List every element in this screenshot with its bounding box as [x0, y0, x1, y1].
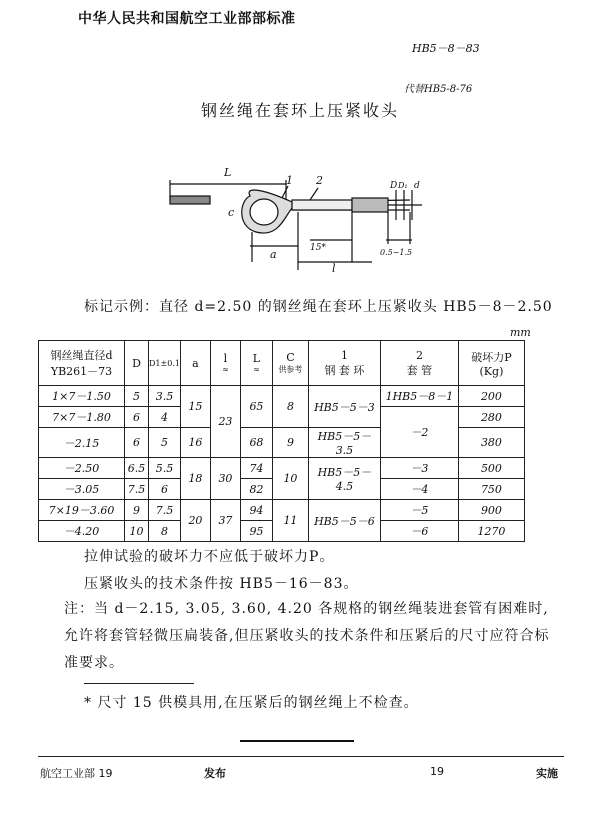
cell-l: 30: [210, 458, 240, 500]
cell-D: 6: [125, 428, 149, 458]
cell-D: 6.5: [125, 458, 149, 479]
cell-D: 6: [125, 407, 149, 428]
cell-L: 82: [240, 479, 272, 500]
document-title: 钢丝绳在套环上压紧收头: [200, 101, 399, 120]
end-rule: [240, 740, 354, 742]
spec-table: [38, 340, 525, 542]
dim-D-label: D: [390, 181, 398, 191]
note-paragraph: [64, 596, 554, 677]
replaces-code: 代替HB5-8-76: [404, 84, 473, 95]
col-header-l: l ≈: [210, 341, 240, 386]
cell-L: 94: [240, 500, 272, 521]
cell-D1: 4: [149, 407, 181, 428]
cell-a: 16: [180, 428, 210, 458]
cell-D1: 6: [149, 479, 181, 500]
cell-d: 1×7－1.50: [39, 386, 125, 407]
cell-a: 15: [180, 386, 210, 428]
footer-published: 发布: [204, 767, 226, 780]
unit-label: mm: [510, 326, 531, 339]
cell-P: 280: [458, 407, 524, 428]
cell-thimble: HB5－5－3.5: [308, 428, 380, 458]
note-label: 注：: [64, 601, 94, 617]
cell-L: 68: [240, 428, 272, 458]
dim-l-label: l: [332, 262, 336, 275]
cell-P: 1270: [458, 521, 524, 542]
cell-D: 10: [125, 521, 149, 542]
cell-D1: 5: [149, 428, 181, 458]
tensile-requirement: 拉伸试验的破坏力不应低于破坏力P。: [84, 549, 335, 565]
requirements-text: [84, 544, 358, 598]
cell-L: 65: [240, 386, 272, 428]
cell-D1: 7.5: [149, 500, 181, 521]
cell-d: －4.20: [39, 521, 125, 542]
cell-C: 11: [272, 500, 308, 542]
cell-d: 7×7－1.80: [39, 407, 125, 428]
footer-page-number: 19: [430, 765, 444, 778]
col-header-D1: D1±0.1: [149, 341, 181, 386]
col-header-thimble: 1 钢 套 环: [308, 341, 380, 386]
cell-d: －2.50: [39, 458, 125, 479]
cell-P: 750: [458, 479, 524, 500]
table-header-row: [39, 341, 525, 386]
table-row: [39, 386, 525, 407]
cell-C: 10: [272, 458, 308, 500]
cell-D1: 8: [149, 521, 181, 542]
cell-sleeve: －6: [380, 521, 458, 542]
cell-d: －3.05: [39, 479, 125, 500]
cell-sleeve: －5: [380, 500, 458, 521]
col-header-D: D: [125, 341, 149, 386]
part-2-label: 2: [316, 174, 323, 187]
footer-rule: [38, 756, 564, 757]
cell-a: 20: [180, 500, 210, 542]
cell-sleeve: －3: [380, 458, 458, 479]
dim-15-label: 15*: [310, 243, 326, 253]
standard-org-header: 中华人民共和国航空工业部部标准: [78, 11, 296, 27]
cell-l: 23: [210, 386, 240, 458]
cell-thimble: HB5－5－3: [308, 386, 380, 428]
cell-sleeve: －2: [380, 407, 458, 458]
table-row: [39, 500, 525, 521]
footnote-separator: [84, 683, 194, 684]
cell-d: 7×19－3.60: [39, 500, 125, 521]
cell-D: 9: [125, 500, 149, 521]
dim-a-label: a: [270, 248, 277, 261]
dim-D1-label: D₁: [398, 181, 408, 190]
dim-d-label: d: [414, 181, 420, 191]
col-header-force: 破坏力P (Kg): [458, 341, 524, 386]
cell-d: －2.15: [39, 428, 125, 458]
cell-D: 5: [125, 386, 149, 407]
footnote: * 尺寸 15 供模具用,在压紧后的钢丝绳上不检查。: [84, 695, 419, 711]
marking-example: 标记示例：直径 d=2.50 的钢丝绳在套环上压紧收头 HB5－8－2.50: [84, 299, 553, 315]
cell-P: 900: [458, 500, 524, 521]
col-header-diameter: 钢丝绳直径d YB261－73: [39, 341, 125, 386]
col-header-a: a: [180, 341, 210, 386]
part-1-label: 1: [286, 174, 293, 187]
col-header-C: C 供参考: [272, 341, 308, 386]
cell-P: 500: [458, 458, 524, 479]
cell-sleeve: －4: [380, 479, 458, 500]
cell-thimble: HB5－5－6: [308, 500, 380, 542]
dim-L-label: L: [224, 166, 232, 179]
note-body: 当 d－2.15, 3.05, 3.60, 4.20 各规格的钢丝绳装进套管有困难时,允许将套管轻微压扁装备,但压紧收头的技术条件和压紧后的尺寸应符合标准要求。: [64, 601, 550, 671]
cell-P: 200: [458, 386, 524, 407]
cell-C: 9: [272, 428, 308, 458]
col-header-sleeve: 2 套 管: [380, 341, 458, 386]
cell-a: 18: [180, 458, 210, 500]
technical-conditions: 压紧收头的技术条件按 HB5－16－83。: [84, 576, 359, 592]
standard-code: HB5－8－83: [412, 42, 480, 55]
dim-range-label: 0.5~1.5: [380, 248, 413, 257]
cell-L: 95: [240, 521, 272, 542]
col-header-L: L ≈: [240, 341, 272, 386]
cell-l: 37: [210, 500, 240, 542]
cell-P: 380: [458, 428, 524, 458]
cell-D1: 3.5: [149, 386, 181, 407]
cell-D1: 5.5: [149, 458, 181, 479]
cell-sleeve: 1HB5－8－1: [380, 386, 458, 407]
footer-effective: 实施: [536, 767, 558, 780]
cell-C: 8: [272, 386, 308, 428]
rope-thimble-drawing: [160, 160, 430, 275]
table-row: [39, 458, 525, 479]
cell-thimble: HB5－5－4.5: [308, 458, 380, 500]
dim-c-label: c: [228, 206, 235, 219]
footer-issuer: 航空工业部 19: [40, 767, 113, 780]
cell-L: 74: [240, 458, 272, 479]
cell-D: 7.5: [125, 479, 149, 500]
